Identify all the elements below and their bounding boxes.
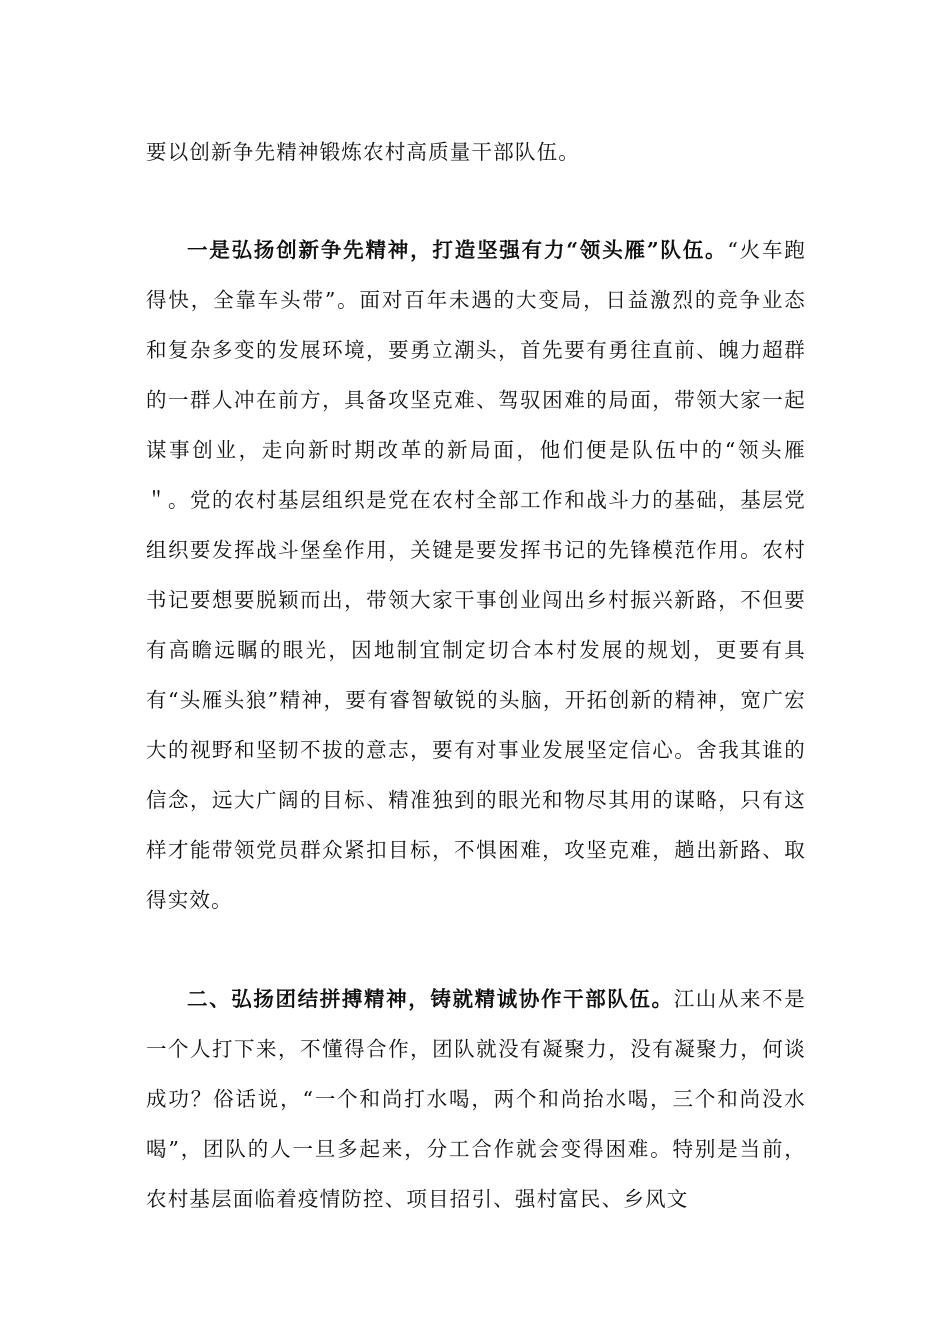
paragraph-text: “火车跑得快，全靠车头带”。面对百年未遇的大变局，日益激烈的竞争业态和复杂多变的发展环境，要勇立潮头，首先要有勇往直前、魄力超群的一群人冲在前方，具备攻坚克难、驾驭困难的局面，带领大家一起谋事创业，走向新时期改革的新局面，他们便是队伍中的“领头雁＂。党的农村基层组织是党在农村全部工作和战斗力的基础，基层党组织要发挥战斗堡垒作用，关键是要发挥书记的先锋模范作用。农村书记要想要脱颖而出，带领大家干事创业闯出乡村振兴新路，不但要有高瞻远瞩的眼光，因地制宜制定切合本村发展的规划，更要有具有“头雁头狼”精神，要有睿智敏锐的头脑，开拓创新的精神，宽广宏大的视野和坚韧不拔的意志，要有对事业发展坚定信心。舍我其谁的信念，远大广阔的目标、精准独到的眼光和物尽其用的谋略，只有这样才能带领党员群众紧扣目标，不惧困难，攻坚克难，趟出新路、取得实效。 [146, 238, 806, 912]
paragraph-section-one [146, 225, 806, 925]
paragraph-heading: 二、弘扬团结拼搏精神，铸就精诚协作干部队伍。 [187, 987, 674, 1011]
paragraph-section-two [146, 974, 806, 1224]
paragraph-heading: 一是弘扬创新争先精神，打造坚强有力“领头雁”队伍。 [187, 238, 728, 262]
paragraph-continuation [146, 127, 806, 177]
paragraph-text: 要以创新争先精神锻炼农村高质量干部队伍。 [146, 140, 580, 164]
paragraph-text: 江山从来不是一个人打下来，不懂得合作，团队就没有凝聚力，没有凝聚力，何谈成功？俗话说，“一个和尚打水喝，两个和尚抬水喝，三个和尚没水喝”，团队的人一旦多起来，分工合作就会变得困难。特别是当前，农村基层面临着疫情防控、项目招引、强村富民、乡风文 [146, 987, 806, 1211]
